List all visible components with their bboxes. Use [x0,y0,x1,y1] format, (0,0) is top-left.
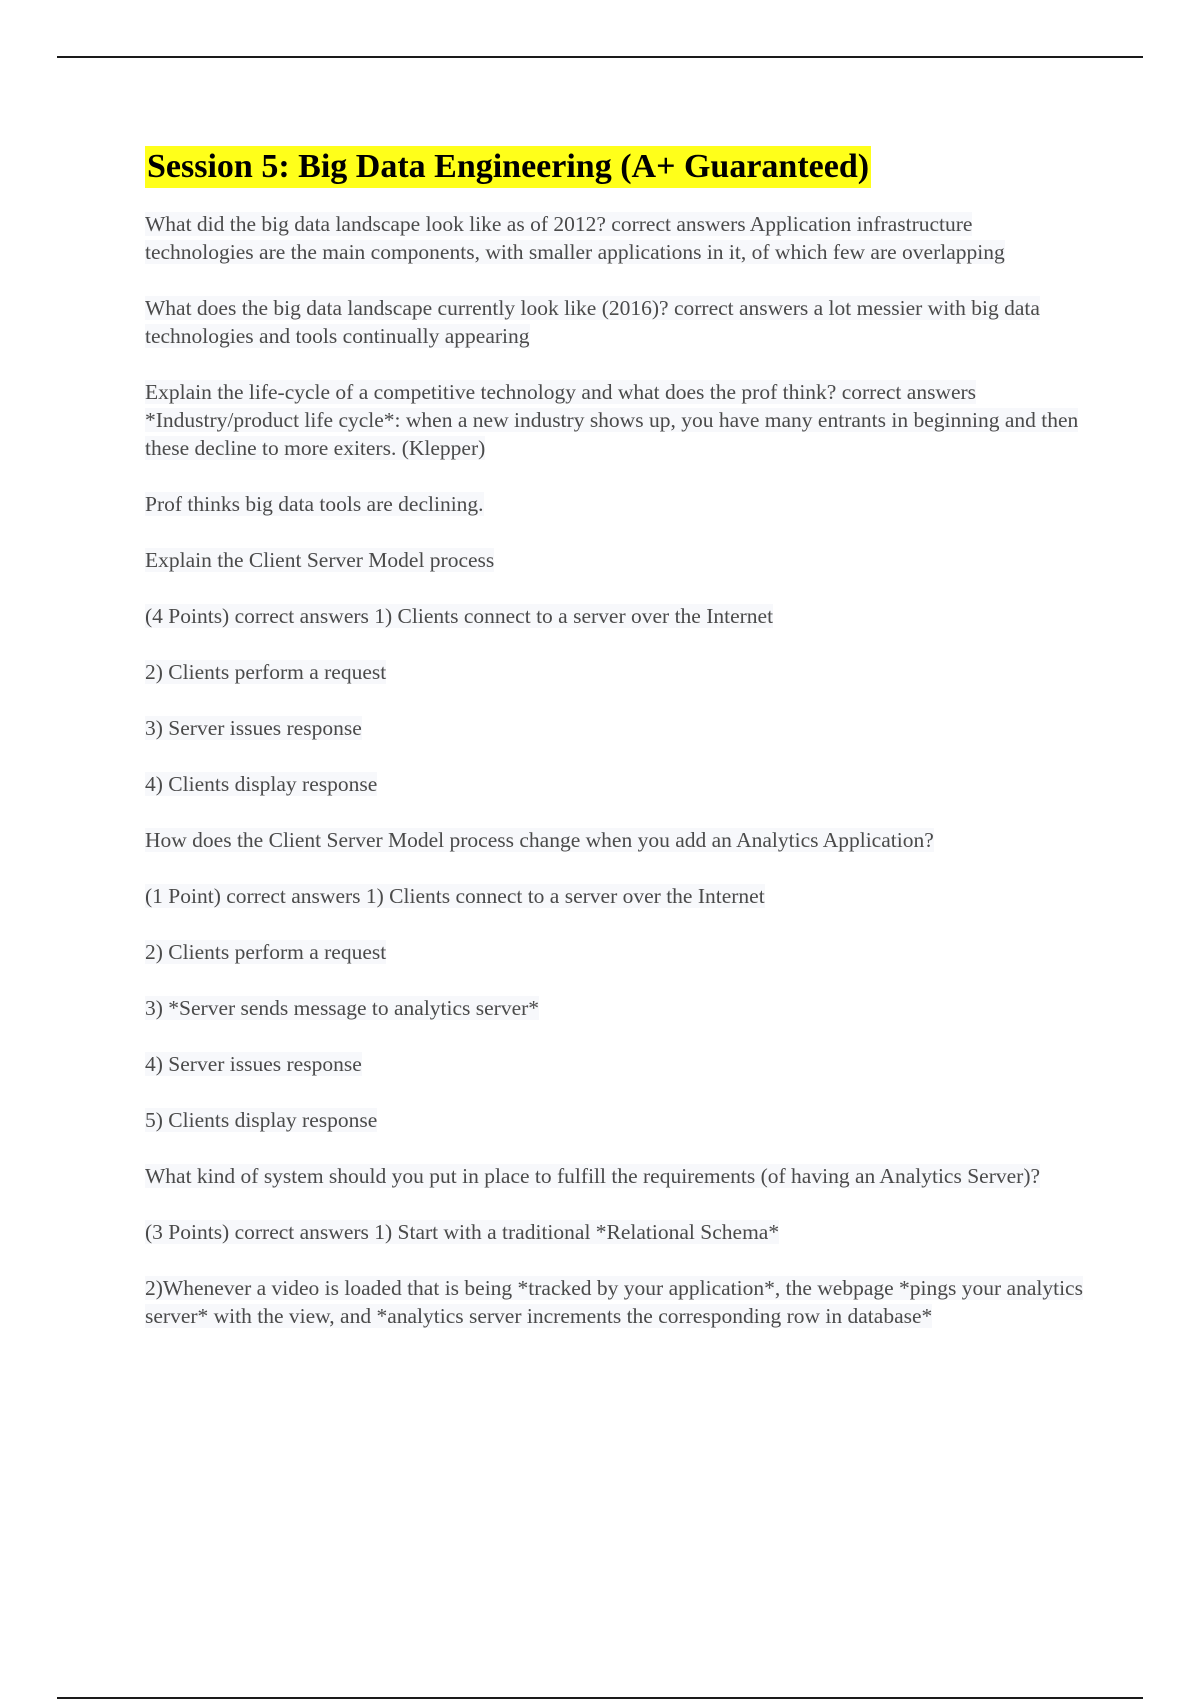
paragraph: What did the big data landscape look like as of 2012? correct answers Application infrastructure technologies are the main components, with smaller applications in it, of which few are overlapping [145,212,1005,264]
paragraph: (3 Points) correct answers 1) Start with a traditional *Relational Schema* [145,1220,780,1244]
paragraph: How does the Client Server Model process change when you add an Analytics Application? [145,828,934,852]
paragraph: 4) Server issues response [145,1052,362,1076]
top-rule [57,56,1143,58]
paragraph: What does the big data landscape currently look like (2016)? correct answers a lot messier with big data technologies and tools continually appearing [145,296,1040,348]
paragraph: 3) *Server sends message to analytics server* [145,996,540,1020]
paragraph: Prof thinks big data tools are declining. [145,492,484,516]
paragraph: What kind of system should you put in place to fulfill the requirements (of having an Analytics Server)? [145,1164,1041,1188]
document-body [145,146,1085,1330]
paragraph: 2) Clients perform a request [145,660,387,684]
paragraph: 2) Clients perform a request [145,940,387,964]
bottom-rule [57,1697,1143,1699]
paragraph: (1 Point) correct answers 1) Clients connect to a server over the Internet [145,884,765,908]
document-title: Session 5: Big Data Engineering (A+ Guaranteed) [145,146,871,188]
paragraph: 2)Whenever a video is loaded that is being *tracked by your application*, the webpage *pings your analytics server* with the view, and *analytics server increments the corresponding row in database* [145,1276,1083,1328]
paragraph: Explain the life-cycle of a competitive technology and what does the prof think? correct answers *Industry/product life cycle*: when a new industry shows up, you have many entrants in beginning and then these decline to more exiters. (Klepper) [145,380,1079,460]
paragraph: 3) Server issues response [145,716,362,740]
paragraph: 4) Clients display response [145,772,378,796]
paragraph: 5) Clients display response [145,1108,378,1132]
paragraph: (4 Points) correct answers 1) Clients connect to a server over the Internet [145,604,774,628]
paragraph: Explain the Client Server Model process [145,548,495,572]
